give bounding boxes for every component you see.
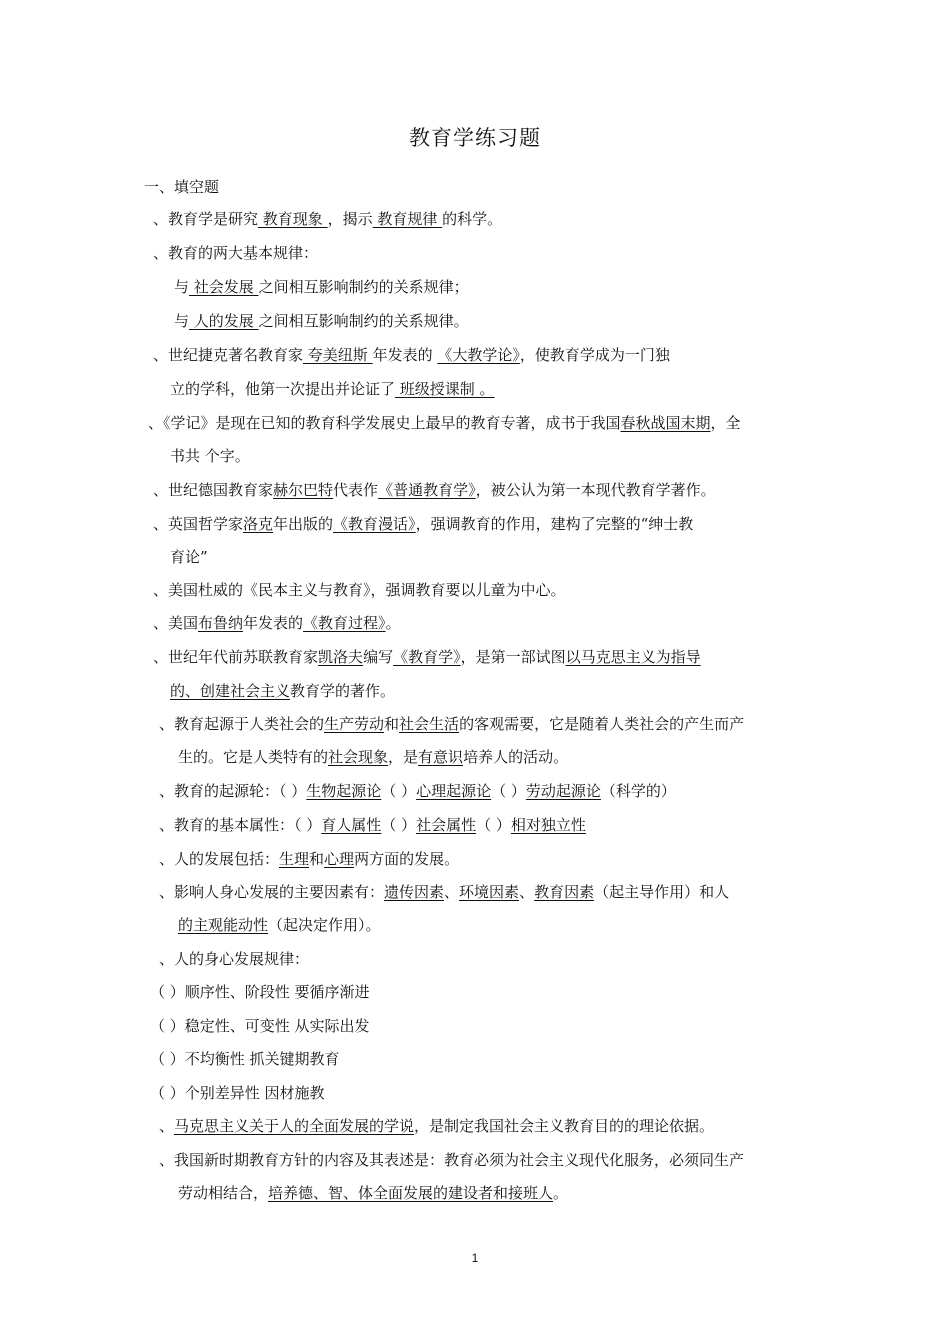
question-text: 。 [385, 614, 401, 632]
question-line [178, 915, 381, 935]
question-text: 、 [153, 346, 169, 364]
question-text: 代表作 [333, 481, 379, 499]
question-line [148, 413, 741, 433]
question-line [159, 714, 744, 734]
answer-text: 社会现象 [328, 748, 389, 766]
question-text: 、美国 [153, 614, 199, 632]
question-text: 劳动相结合， [178, 1184, 269, 1202]
answer-text: 心理起源论 [416, 782, 492, 800]
answer-text: 洛克 [243, 515, 274, 533]
question-text: 世纪德国教育家 [168, 481, 274, 499]
question-line [159, 1150, 744, 1170]
question-text: （科学的） [600, 782, 676, 800]
question-text: ，是第一部试图 [460, 648, 566, 666]
answer-text: 夸美纽斯 [303, 346, 373, 364]
answer-text: 劳动起源论 [525, 782, 601, 800]
answer-text: 《普通教育学》 [378, 481, 476, 499]
answer-text: 的、创建社会主义 [170, 682, 291, 700]
question-line [159, 781, 676, 801]
question-text: ，揭示 [327, 210, 373, 228]
question-text: （ ）个别差异性 因材施教 [150, 1084, 325, 1102]
question-text: 、 [153, 481, 169, 499]
answer-text: 社会属性 [416, 816, 477, 834]
question-text: ，是 [388, 748, 419, 766]
question-text: （ ）不均衡性 抓关键期教育 [150, 1050, 340, 1068]
question-text: ，使教育学成为一门独 [519, 346, 670, 364]
page-number: 1 [471, 1251, 479, 1265]
answer-text: 以马克思主义为指导 [565, 648, 701, 666]
question-line [150, 1016, 370, 1036]
answer-text: 《教育学》 [393, 648, 461, 666]
answer-text: 培养德、智、体全面发展的建设者和接班人 [268, 1184, 554, 1202]
answer-text: 心理 [324, 850, 355, 868]
question-text: 之间相互影响制约的关系规律。 [258, 312, 469, 330]
question-line [153, 243, 318, 263]
question-text: ，强调教育的作用，建构了完整的“绅士教 [415, 515, 694, 533]
question-text: 、我国新时期教育方针的内容及其表述是：教育必须为社会主义现代化服务，必须同生产 [159, 1151, 745, 1169]
question-text: （起主导作用）和人 [594, 883, 730, 901]
question-text: ，全 [710, 414, 741, 432]
question-text: 、教育的起源轮：（ ） [159, 782, 307, 800]
question-text: 、人的发展包括： [159, 850, 280, 868]
question-text: 、《学记》是现在已知的教育科学发展史上最早的教育专著，成书于我国 [148, 414, 621, 432]
question-line [170, 681, 395, 701]
question-text: 、人的身心发展规律： [159, 950, 310, 968]
question-text: （ ） [491, 782, 526, 800]
question-text: （ ） [381, 816, 417, 834]
question-text: （ ） [476, 816, 511, 834]
question-line [153, 580, 566, 600]
answer-text: 社会生活 [399, 715, 460, 733]
answer-text: 马克思主义关于人的全面发展的学说 [174, 1117, 415, 1135]
answer-text: 相对独立性 [510, 816, 586, 834]
answer-text: 遗传因素 [384, 883, 445, 901]
question-text: 、 [159, 1117, 175, 1135]
question-line [153, 480, 716, 500]
answer-text: 教育规律 [372, 210, 443, 228]
page-title: 教育学练习题 [409, 126, 541, 150]
answer-text: 凯洛夫 [318, 648, 364, 666]
question-line [159, 1116, 714, 1136]
answer-text: 布鲁纳 [198, 614, 244, 632]
question-text: 、教育起源于人类社会的 [159, 715, 325, 733]
question-text: 世纪捷克著名教育家 [168, 346, 304, 364]
answer-text: 教育现象 [258, 210, 328, 228]
answer-text: 《教育漫话》 [333, 515, 416, 533]
question-line [170, 547, 208, 567]
question-line [150, 982, 370, 1002]
question-text: 培养人的活动。 [463, 748, 569, 766]
question-line [153, 514, 693, 534]
question-text: 和 [384, 715, 400, 733]
section-heading: 一、填空题 [144, 178, 220, 196]
question-line [178, 747, 568, 767]
question-text: 年发表的 [372, 346, 438, 364]
question-text: （ ） [381, 782, 417, 800]
question-text: 个字。 [204, 447, 250, 465]
question-text: 世纪 [168, 648, 199, 666]
question-text: （ ）顺序性、阶段性 要循序渐进 [150, 983, 370, 1001]
question-text: 和 [309, 850, 325, 868]
question-line [178, 1183, 568, 1203]
question-text: 、影响人身心发展的主要因素有： [159, 883, 385, 901]
answer-text: 春秋战国末期 [620, 414, 711, 432]
question-line [159, 949, 309, 969]
question-line [153, 613, 401, 633]
question-text: 之间相互影响制约的关系规律； [258, 278, 469, 296]
question-line [170, 446, 250, 466]
question-text: 、教育学是研究 [153, 210, 259, 228]
question-line [159, 882, 729, 902]
question-text: 的客观需要，它是随着人类社会的产生而产 [459, 715, 745, 733]
question-line [153, 345, 670, 365]
answer-text: 《教育过程》 [303, 614, 386, 632]
question-text: ，是制定我国社会主义教育目的的理论依据。 [414, 1117, 715, 1135]
question-text: 编写 [363, 648, 394, 666]
question-text: 、美国杜威的《民本主义与教育》，强调教育要以儿童为中心。 [153, 581, 566, 599]
question-line [159, 849, 459, 869]
question-line [150, 1083, 325, 1103]
question-line [153, 647, 701, 667]
answer-text: 的主观能动性 [178, 916, 269, 934]
question-text: 两方面的发展。 [354, 850, 460, 868]
answer-text: 有意识 [418, 748, 464, 766]
question-text: 年出版的 [273, 515, 334, 533]
question-text: 的科学。 [442, 210, 503, 228]
question-line [159, 815, 586, 835]
question-line [170, 379, 495, 399]
question-text: （起决定作用）。 [268, 916, 381, 934]
question-text: 、英国哲学家 [153, 515, 244, 533]
question-text: 生的。它是人类特有的 [178, 748, 329, 766]
answer-text: 社会发展 [189, 278, 259, 296]
question-text: 与 [174, 312, 190, 330]
answer-text: 环境因素 [459, 883, 520, 901]
answer-text: 《大教学论》 [437, 346, 520, 364]
answer-text: 生物起源论 [306, 782, 382, 800]
question-text: 、教育的基本属性：（ ） [159, 816, 322, 834]
answer-text: 生理 [279, 850, 310, 868]
question-line [174, 311, 469, 331]
question-text: 年代前苏联教育家 [198, 648, 319, 666]
question-text: 育论” [170, 548, 208, 566]
question-line [174, 277, 469, 297]
question-text: 书共 [170, 447, 205, 465]
question-text: 、 [444, 883, 460, 901]
question-text: 与 [174, 278, 190, 296]
answer-text: 人的发展 [189, 312, 259, 330]
question-line [153, 209, 502, 229]
question-text: 、 [519, 883, 535, 901]
question-text: 教育学的著作。 [290, 682, 396, 700]
answer-text: 班级授课制 。 [395, 380, 495, 398]
question-text: 年发表的 [243, 614, 304, 632]
question-text: （ ）稳定性、可变性 从实际出发 [150, 1017, 370, 1035]
question-text: 立的学科，他第一次提出并论证了 [170, 380, 396, 398]
question-text: 、教育的两大基本规律： [153, 244, 319, 262]
question-text: 、 [153, 648, 169, 666]
answer-text: 教育因素 [534, 883, 595, 901]
question-line [150, 1049, 340, 1069]
question-text: 。 [553, 1184, 569, 1202]
answer-text: 育人属性 [321, 816, 382, 834]
answer-text: 生产劳动 [324, 715, 385, 733]
question-text: ，被公认为第一本现代教育学著作。 [475, 481, 716, 499]
answer-text: 赫尔巴特 [273, 481, 334, 499]
